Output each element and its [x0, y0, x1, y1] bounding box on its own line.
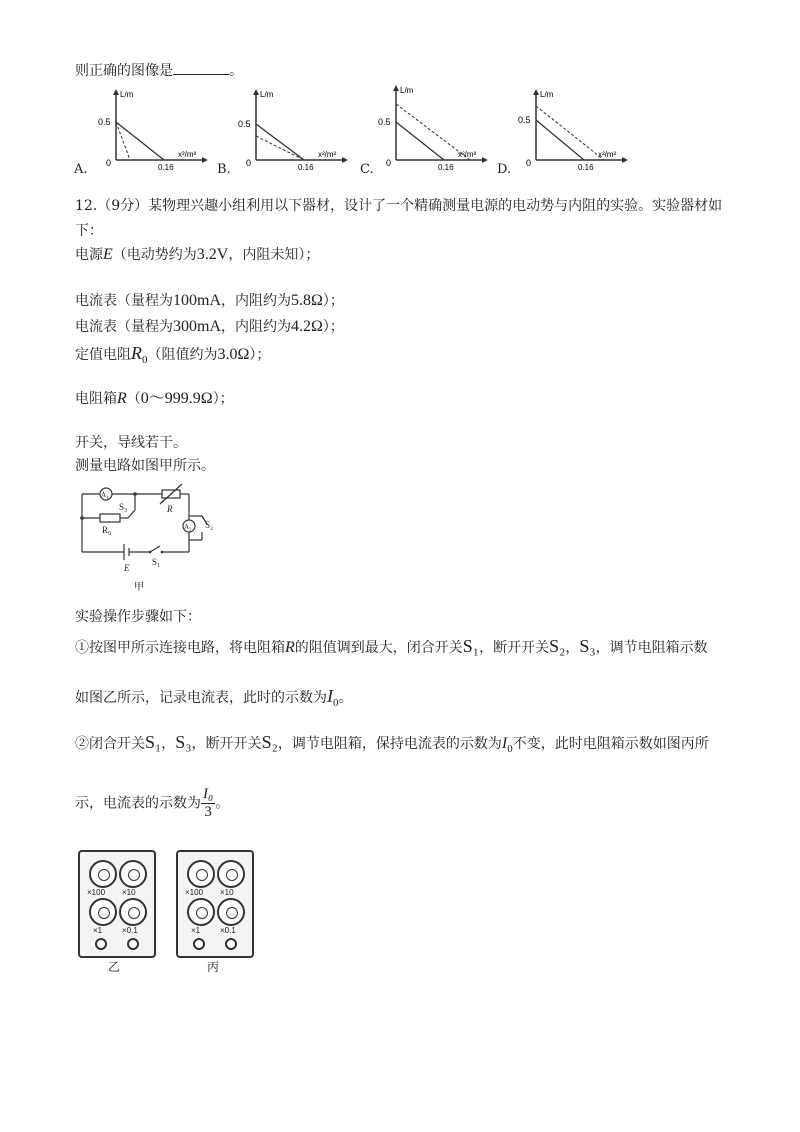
graph-a-ytick: 0.5 [98, 117, 111, 127]
graph-c-ytick: 0.5 [378, 117, 391, 127]
step1-line2: 如图乙所示，记录电流表，此时的示数为$I_0$。 [75, 686, 353, 709]
dial-x100 [187, 860, 215, 888]
option-c-label: C. [360, 162, 374, 177]
label-e: E [124, 563, 130, 573]
terminal [127, 938, 139, 950]
dial-x10 [119, 860, 147, 888]
mult-label: ×100 [87, 888, 106, 897]
graph-a-origin: 0 [106, 158, 112, 168]
equip-ammeter-1: 电流表（量程为100mA，内阻约为5.8Ω）； [75, 292, 344, 309]
mult-label: ×100 [185, 888, 204, 897]
question-prompt: 则正确的图像是 。 [75, 60, 243, 80]
mult-label: ×10 [122, 888, 136, 897]
step2-line2: 示，电流表的示数为 $\frac{\text{I₀}}{3}$ 。 [75, 786, 230, 820]
mult-label: ×0.1 [122, 926, 138, 935]
dial-x100 [89, 860, 117, 888]
equip-resistor: 定值电阻$R_0$（阻值约为3.0Ω）； [75, 343, 271, 366]
caption-bing: 丙 [207, 960, 220, 974]
q12-intro-line1: 12.（9分）某物理兴趣小组利用以下器材，设计了一个精确测量电源的电动势与内阻的实验。实验器材如 [75, 198, 723, 214]
graph-d [512, 86, 632, 172]
dial-x1 [187, 898, 215, 926]
graph-b-ytick: 0.5 [238, 119, 251, 129]
graph-b-xtick: 0.16 [298, 163, 314, 172]
label-s1: S₁ [152, 557, 161, 567]
graph-b-xlabel: x²/m² [318, 150, 337, 159]
label-s2: S₂ [205, 520, 214, 530]
label-s3: S₃ [119, 502, 128, 512]
q12-intro-line2: 下： [75, 223, 103, 239]
option-d-label: D. [497, 162, 512, 177]
graph-b-origin: 0 [246, 158, 252, 168]
graph-c-xlabel: x²/m² [458, 150, 477, 159]
graph-a-xtick: 0.16 [158, 163, 174, 172]
circuit-note: 测量电路如图甲所示。 [75, 458, 215, 474]
caption-yi: 乙 [108, 960, 121, 974]
label-jia: 甲 [134, 582, 144, 593]
dial-x10 [217, 860, 245, 888]
label-a1: A₁ [101, 491, 109, 499]
label-a2: A₂ [184, 523, 192, 531]
dial-x0.1 [217, 898, 245, 926]
graph-a-xlabel: x²/m² [178, 150, 197, 159]
graph-c [372, 82, 492, 172]
steps-title: 实验操作步骤如下： [75, 609, 201, 625]
graph-b-ylabel: L/m [260, 90, 274, 99]
label-r0: R₀ [102, 525, 112, 535]
equip-source: 电源E（电动势约为3.2V，内阻未知）； [75, 246, 320, 263]
mult-label: ×10 [220, 888, 234, 897]
graph-a-ylabel: L/m [120, 90, 134, 99]
equip-resistance-box: 电阻箱R（0～999.9Ω）； [75, 390, 234, 407]
circuit-diagram [72, 480, 222, 595]
equip-ammeter-2: 电流表（量程为300mA，内阻约为4.2Ω）； [75, 318, 344, 335]
terminal [95, 938, 107, 950]
graph-d-ytick: 0.5 [518, 115, 531, 125]
step2-line1: ②闭合开关S₁，S₃，断开开关S₂，调节电阻箱，保持电流表的示数为$I_0$不变，此时电阻箱示数如图丙所 [75, 732, 709, 755]
answer-blank[interactable] [173, 60, 229, 75]
graph-c-ylabel: L/m [400, 86, 414, 95]
graph-b [232, 86, 352, 172]
dial-x1 [89, 898, 117, 926]
graph-d-xtick: 0.16 [578, 163, 594, 172]
graph-d-ylabel: L/m [540, 90, 554, 99]
graph-c-xtick: 0.16 [438, 163, 454, 172]
equip-switches: 开关，导线若干。 [75, 435, 187, 451]
option-a-label: A. [74, 162, 88, 177]
graph-d-origin: 0 [526, 158, 532, 168]
terminal [193, 938, 205, 950]
graph-c-origin: 0 [386, 158, 392, 168]
dial-x0.1 [119, 898, 147, 926]
graph-d-xlabel: x²/m² [598, 150, 617, 159]
mult-label: ×0.1 [220, 926, 236, 935]
graph-a [92, 86, 212, 172]
label-r: R [167, 504, 173, 514]
mult-label: ×1 [93, 926, 103, 935]
resistance-box-yi [78, 850, 156, 958]
step1-line1: ①按图甲所示连接电路，将电阻箱R的阻值调到最大，闭合开关S₁，断开开关S₂，S₃，调节电阻箱示数 [75, 636, 708, 656]
mult-label: ×1 [191, 926, 201, 935]
option-b-label: B. [217, 162, 231, 177]
fraction-i0-over-3: $\frac{\text{I₀}}{3}$ [203, 786, 214, 820]
terminal [225, 938, 237, 950]
resistance-box-bing [176, 850, 254, 958]
